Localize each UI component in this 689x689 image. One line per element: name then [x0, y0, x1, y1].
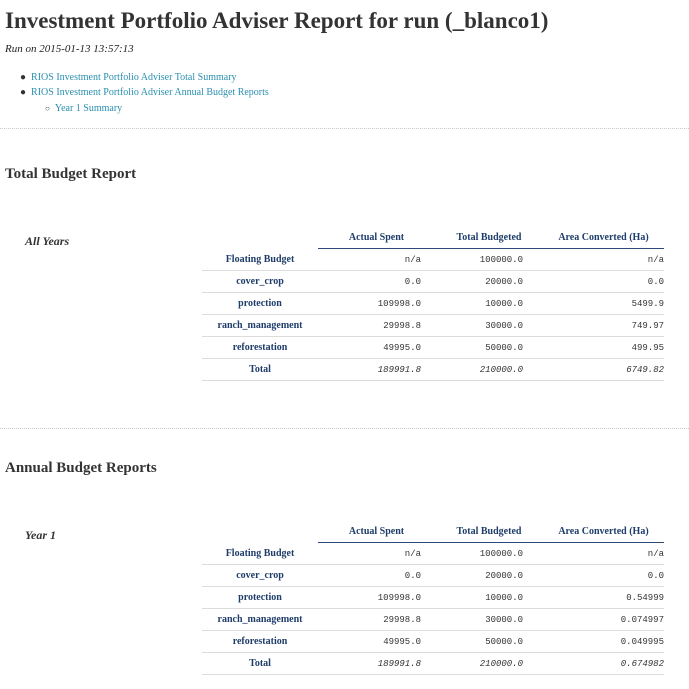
row-label: ranch_management	[202, 315, 318, 337]
column-header-total-budgeted: Total Budgeted	[435, 226, 543, 249]
total-budget-table	[202, 226, 664, 381]
table-row	[202, 315, 664, 337]
table-row	[202, 609, 664, 631]
toc-link-label: RIOS Investment Portfolio Adviser Annual Budget Reports	[31, 87, 269, 98]
area-converted-cell: 0.54999	[543, 587, 664, 609]
area-converted-cell: 0.049995	[543, 631, 664, 653]
total-budgeted-cell: 10000.0	[435, 587, 543, 609]
total-budgeted-cell: 210000.0	[435, 359, 543, 381]
section-divider	[0, 428, 689, 429]
column-header-actual-spent: Actual Spent	[318, 520, 435, 543]
area-converted-cell: 499.95	[543, 337, 664, 359]
table-row	[202, 337, 664, 359]
row-label: protection	[202, 587, 318, 609]
bullet-icon: ●	[20, 72, 27, 83]
total-budgeted-cell: 100000.0	[435, 249, 543, 271]
row-label: protection	[202, 293, 318, 315]
page-title: Investment Portfolio Adviser Report for run (_blanco1)	[5, 8, 549, 33]
total-budgeted-cell: 100000.0	[435, 543, 543, 565]
row-label: Floating Budget	[202, 249, 318, 271]
bullet-icon: ●	[20, 87, 27, 98]
column-header-area-converted: Area Converted (Ha)	[543, 226, 664, 249]
toc-link-year-1-summary[interactable]	[45, 103, 122, 114]
row-label: Total	[202, 359, 318, 381]
actual-spent-cell: 29998.8	[318, 315, 435, 337]
row-label: reforestation	[202, 631, 318, 653]
actual-spent-cell: 49995.0	[318, 337, 435, 359]
actual-spent-cell: 29998.8	[318, 609, 435, 631]
actual-spent-cell: n/a	[318, 249, 435, 271]
area-converted-cell: 0.074997	[543, 609, 664, 631]
total-row	[202, 653, 664, 675]
row-label: Floating Budget	[202, 543, 318, 565]
table-row	[202, 543, 664, 565]
actual-spent-cell: 109998.0	[318, 587, 435, 609]
row-label: cover_crop	[202, 271, 318, 293]
actual-spent-cell: 189991.8	[318, 359, 435, 381]
area-converted-cell: n/a	[543, 543, 664, 565]
toc-link-annual-reports[interactable]	[20, 87, 269, 98]
total-budgeted-cell: 30000.0	[435, 315, 543, 337]
total-budgeted-cell: 210000.0	[435, 653, 543, 675]
total-budgeted-cell: 50000.0	[435, 337, 543, 359]
actual-spent-cell: 49995.0	[318, 631, 435, 653]
actual-spent-cell: 0.0	[318, 271, 435, 293]
area-converted-cell: 6749.82	[543, 359, 664, 381]
total-budgeted-cell: 50000.0	[435, 631, 543, 653]
column-header-total-budgeted: Total Budgeted	[435, 520, 543, 543]
table-row	[202, 587, 664, 609]
toc-link-total-summary[interactable]	[20, 72, 237, 83]
run-timestamp: Run on 2015-01-13 13:57:13	[5, 43, 134, 55]
total-budgeted-cell: 30000.0	[435, 609, 543, 631]
year-1-budget-table	[202, 520, 664, 675]
area-converted-cell: n/a	[543, 249, 664, 271]
toc-link-label: RIOS Investment Portfolio Adviser Total Summary	[31, 72, 237, 83]
all-years-label: All Years	[25, 234, 70, 248]
column-header-area-converted: Area Converted (Ha)	[543, 520, 664, 543]
row-label-header	[202, 226, 318, 249]
total-budgeted-cell: 20000.0	[435, 565, 543, 587]
area-converted-cell: 5499.9	[543, 293, 664, 315]
row-label: reforestation	[202, 337, 318, 359]
row-label-header	[202, 520, 318, 543]
area-converted-cell: 749.97	[543, 315, 664, 337]
area-converted-cell: 0.674982	[543, 653, 664, 675]
table-row	[202, 249, 664, 271]
toc-link-label: Year 1 Summary	[54, 103, 123, 114]
row-label: cover_crop	[202, 565, 318, 587]
area-converted-cell: 0.0	[543, 565, 664, 587]
row-label: ranch_management	[202, 609, 318, 631]
total-row	[202, 359, 664, 381]
area-converted-cell: 0.0	[543, 271, 664, 293]
total-budgeted-cell: 20000.0	[435, 271, 543, 293]
actual-spent-cell: n/a	[318, 543, 435, 565]
table-row	[202, 565, 664, 587]
actual-spent-cell: 189991.8	[318, 653, 435, 675]
annual-reports-heading: Annual Budget Reports	[5, 460, 157, 476]
section-divider	[0, 128, 689, 129]
actual-spent-cell: 0.0	[318, 565, 435, 587]
total-budgeted-cell: 10000.0	[435, 293, 543, 315]
year-1-label: Year 1	[25, 528, 56, 542]
table-row	[202, 293, 664, 315]
column-header-actual-spent: Actual Spent	[318, 226, 435, 249]
table-row	[202, 631, 664, 653]
row-label: Total	[202, 653, 318, 675]
circle-bullet-icon: ○	[45, 104, 50, 113]
total-budget-heading: Total Budget Report	[5, 166, 137, 182]
table-row	[202, 271, 664, 293]
actual-spent-cell: 109998.0	[318, 293, 435, 315]
